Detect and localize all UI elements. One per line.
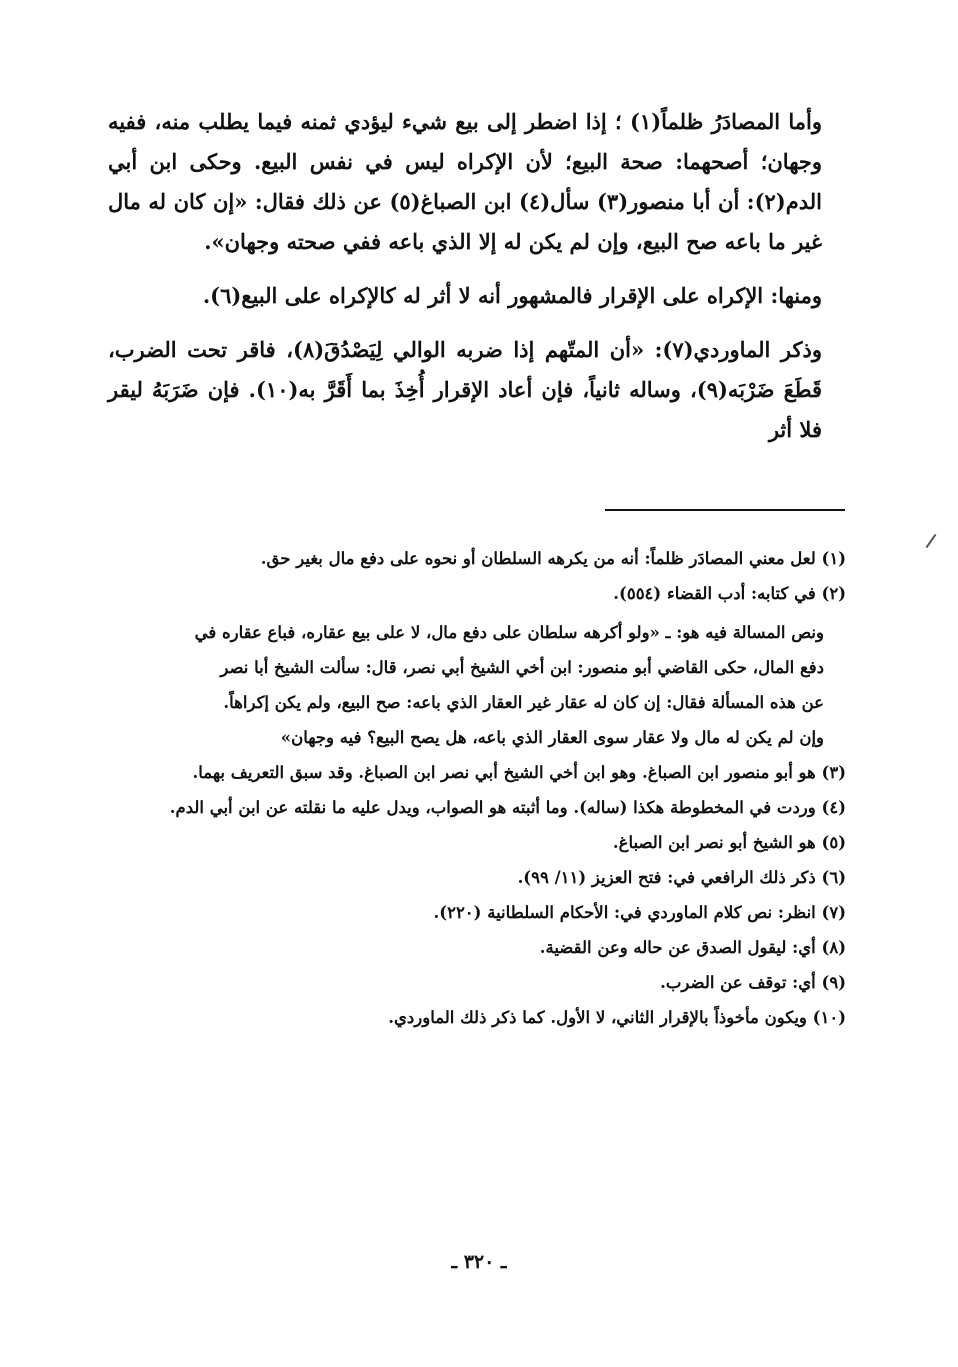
margin-pencil-mark bbox=[926, 534, 937, 548]
main-text-body bbox=[108, 102, 846, 450]
main-paragraph: وذكر الماوردي(٧): «أن المتّهم إذا ضربه الوالي لِيَصْدُقَ(٨)، فاقر تحت الضرب، قَطَعَ ضَرْبَه(٩)، وساله ثانياً، فإن أعاد الإقرار أُخِذَ بما أَقَرَّ به(١٠). فإن ضَرَبَهُ ليقر فلا أثر bbox=[108, 337, 823, 442]
footnote-2-quote-line: عن هذه المسألة فقال: إن كان له عقار غير العقار الذي باعه: صح البيع، ولم يكن إكراهاً. bbox=[223, 693, 824, 712]
main-paragraph: ومنها: الإكراه على الإقرار فالمشهور أنه لا أثر له كالإكراه على البيع(٦). bbox=[202, 283, 822, 308]
footnote-divider bbox=[605, 509, 845, 511]
footnote-2: (٢) في كتابه: أدب القضاء (٥٥٤). bbox=[613, 584, 846, 603]
footnote-4: (٤) وردت في المخطوطة هكذا (ساله). وما أثبته هو الصواب، ويدل عليه ما نقلته عن ابن أبي الدم. bbox=[169, 798, 846, 817]
footnote-9: (٩) أي: توقف عن الضرب. bbox=[660, 973, 846, 992]
footnotes-section bbox=[108, 541, 846, 1035]
footnote-10: (١٠) ويكون مأخوذاً بالإقرار الثاني، لا الأول. كما ذكر ذلك الماوردي. bbox=[388, 1008, 846, 1027]
footnote-1: (١) لعل معني المصادَر ظلماً: أنه من يكرهه السلطان أو نحوه على دفع مال بغير حق. bbox=[260, 549, 846, 568]
main-paragraph: وأما المصادَرُ ظلماً(١) ؛ إذا اضطر إلى بيع شيء ليؤدي ثمنه فيما يطلب منه، ففيه وجهان؛ أصحهما: صحة البيع؛ لأن الإكراه ليس في نفس البيع. وحكى ابن أبي الدم(٢): أن أبا منصور(٣) سأل(٤) ابن الصباغ(٥) عن ذلك فقال: «إن كان له مال غير ما باعه صح البيع، وإن لم يكن له إلا الذي باعه ففي صحته وجهان». bbox=[108, 109, 822, 254]
footnote-2-quote-line: وإن لم يكن له مال ولا عقار سوى العقار الذي باعه، هل يصح البيع؟ فيه وجهان» bbox=[280, 728, 824, 747]
footnote-7: (٧) انظر: نص كلام الماوردي في: الأحكام السلطانية (٢٢٠). bbox=[433, 903, 846, 922]
footnote-5: (٥) هو الشيخ أبو نصر ابن الصباغ. bbox=[612, 833, 846, 852]
page-number: ـ ٣٢٠ ـ bbox=[451, 1251, 507, 1273]
footnote-8: (٨) أي: ليقول الصدق عن حاله وعن القضية. bbox=[539, 938, 846, 957]
footnote-3: (٣) هو أبو منصور ابن الصباغ. وهو ابن أخي الشيخ أبي نصر ابن الصباغ. وقد سبق التعريف بهما. bbox=[192, 763, 846, 782]
footnote-2-quote-line: ونص المسالة فيه هو: ـ «ولو أكرهه سلطان على دفع مال، لا على بيع عقاره، فباع عقاره في bbox=[194, 623, 824, 642]
footnote-2-quote-line: دفع المال، حكى القاضي أبو منصور: ابن أخي الشيخ أبي نصر، قال: سألت الشيخ أبا نصر bbox=[220, 658, 824, 677]
footnote-6: (٦) ذكر ذلك الرافعي في: فتح العزيز (١١/ ٩٩). bbox=[517, 868, 846, 887]
